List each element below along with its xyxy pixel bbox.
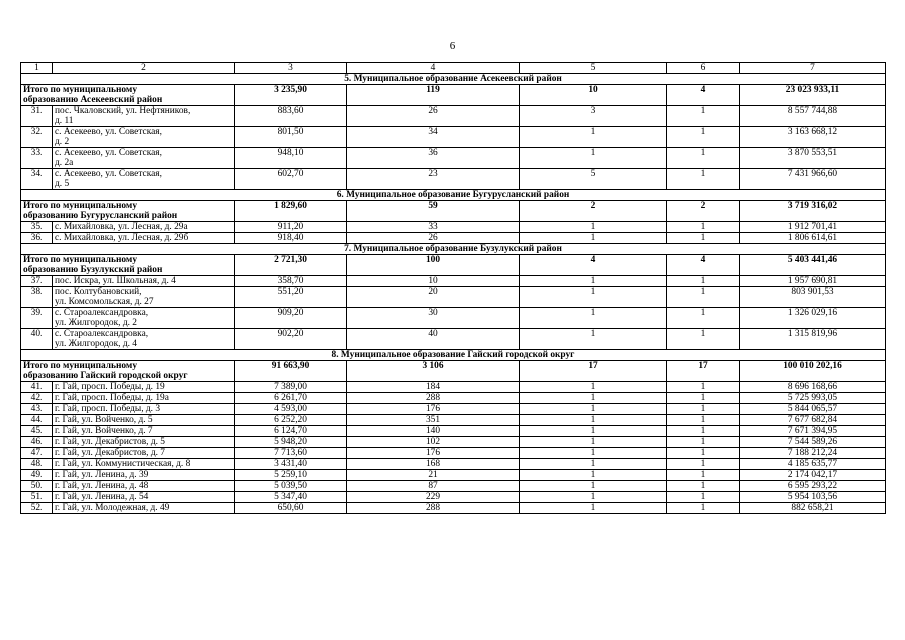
table-row: [21, 470, 886, 481]
row-number: 50.: [21, 481, 53, 492]
row-address-line: с. Михайловка, ул. Лесная, д. 29б: [55, 233, 189, 243]
total-people: 3 106: [347, 361, 520, 382]
total-label: [21, 201, 235, 222]
table-row: [21, 233, 886, 244]
row-col5: 1: [520, 308, 667, 329]
row-col5: 5: [520, 169, 667, 190]
row-area: 883,60: [235, 106, 347, 127]
row-address-line: пос. Искра, ул. Школьная, д. 4: [55, 276, 176, 286]
row-col5: 1: [520, 404, 667, 415]
row-address: [53, 329, 235, 350]
total-label-line: образованию Бузулукский район: [23, 265, 163, 275]
total-sum: 3 719 316,02: [740, 201, 886, 222]
row-address-line: г. Гай, ул. Коммунистическая, д. 8: [55, 459, 191, 469]
row-col6: 1: [667, 404, 740, 415]
table-row: [21, 148, 886, 169]
row-col6: 1: [667, 308, 740, 329]
row-col6: 1: [667, 127, 740, 148]
row-address: [53, 106, 235, 127]
total-sum: 100 010 202,16: [740, 361, 886, 382]
row-area: 4 593,00: [235, 404, 347, 415]
row-people: 10: [347, 276, 520, 287]
row-address-line: г. Гай, ул. Ленина, д. 48: [55, 481, 149, 491]
section-total-row: [21, 85, 886, 106]
table-row: [21, 127, 886, 148]
table-row: [21, 492, 886, 503]
table-row: [21, 415, 886, 426]
total-label: [21, 361, 235, 382]
row-address: [53, 492, 235, 503]
row-people: 351: [347, 415, 520, 426]
row-col6: 1: [667, 276, 740, 287]
row-col5: 1: [520, 127, 667, 148]
total-col5: 4: [520, 255, 667, 276]
section-title: 5. Муниципальное образование Асекеевский район: [21, 74, 886, 85]
row-address-line: г. Гай, ул. Войченко, д. 7: [55, 426, 153, 436]
row-col5: 1: [520, 481, 667, 492]
row-number: 42.: [21, 393, 53, 404]
total-label-line: образованию Бугурусланский район: [23, 211, 178, 221]
row-area: 948,10: [235, 148, 347, 169]
row-number: 34.: [21, 169, 53, 190]
section-title-row: [21, 190, 886, 201]
total-sum: 23 023 933,11: [740, 85, 886, 106]
row-col6: 1: [667, 222, 740, 233]
row-area: 911,20: [235, 222, 347, 233]
row-address: [53, 222, 235, 233]
row-number: 52.: [21, 503, 53, 514]
row-address: [53, 470, 235, 481]
row-col6: 1: [667, 426, 740, 437]
row-area: 7 389,00: [235, 382, 347, 393]
row-address-line: ул. Комсомольская, д. 27: [55, 297, 154, 307]
row-address-line: ул. Жилгородок, д. 4: [55, 339, 137, 349]
row-area: 909,20: [235, 308, 347, 329]
row-number: 40.: [21, 329, 53, 350]
row-sum: 6 595 293,22: [740, 481, 886, 492]
row-col6: 1: [667, 233, 740, 244]
row-area: 5 347,40: [235, 492, 347, 503]
total-label-line: Итого по муниципальному: [23, 201, 138, 211]
row-sum: 1 957 690,81: [740, 276, 886, 287]
row-number: 37.: [21, 276, 53, 287]
row-col5: 1: [520, 287, 667, 308]
row-address-line: д. 2: [55, 137, 70, 147]
row-sum: 4 185 635,77: [740, 459, 886, 470]
total-area: 2 721,30: [235, 255, 347, 276]
row-people: 21: [347, 470, 520, 481]
row-number: 39.: [21, 308, 53, 329]
total-label-line: образованию Асекеевский район: [23, 95, 163, 105]
row-address-line: г. Гай, ул. Молодежная, д. 49: [55, 503, 170, 513]
row-address: [53, 287, 235, 308]
row-number: 36.: [21, 233, 53, 244]
row-number: 44.: [21, 415, 53, 426]
row-area: 6 252,20: [235, 415, 347, 426]
row-address-line: с. Староалександровка,: [55, 308, 149, 318]
row-people: 34: [347, 127, 520, 148]
total-area: 3 235,90: [235, 85, 347, 106]
row-people: 87: [347, 481, 520, 492]
row-area: 650,60: [235, 503, 347, 514]
row-area: 6 124,70: [235, 426, 347, 437]
row-col5: 1: [520, 459, 667, 470]
column-header-6: 6: [667, 63, 740, 74]
total-sum: 5 403 441,46: [740, 255, 886, 276]
row-address-line: г. Гай, ул. Ленина, д. 54: [55, 492, 149, 502]
section-title-row: [21, 74, 886, 85]
row-col6: 1: [667, 415, 740, 426]
row-people: 140: [347, 426, 520, 437]
row-sum: 7 677 682,84: [740, 415, 886, 426]
row-area: 358,70: [235, 276, 347, 287]
row-address-line: д. 2а: [55, 158, 74, 168]
row-people: 176: [347, 404, 520, 415]
row-address: [53, 448, 235, 459]
row-col5: 1: [520, 329, 667, 350]
buildings-table: [20, 62, 886, 514]
table-row: [21, 169, 886, 190]
row-address: [53, 169, 235, 190]
row-address: [53, 127, 235, 148]
table-row: [21, 426, 886, 437]
total-col5: 10: [520, 85, 667, 106]
row-col5: 1: [520, 492, 667, 503]
row-col6: 1: [667, 382, 740, 393]
row-col5: 1: [520, 415, 667, 426]
row-address-line: ул. Жилгородок, д. 2: [55, 318, 137, 328]
column-header-2: 2: [53, 63, 235, 74]
row-address-line: г. Гай, ул. Декабристов, д. 7: [55, 448, 165, 458]
row-address: [53, 233, 235, 244]
table-row: [21, 382, 886, 393]
table-row: [21, 448, 886, 459]
total-people: 119: [347, 85, 520, 106]
row-address-line: пос. Чкаловский, ул. Нефтяников,: [55, 106, 191, 116]
row-address: [53, 426, 235, 437]
row-number: 46.: [21, 437, 53, 448]
row-col5: 1: [520, 148, 667, 169]
row-sum: 7 671 394,95: [740, 426, 886, 437]
row-people: 229: [347, 492, 520, 503]
table-row: [21, 308, 886, 329]
row-sum: 1 806 614,61: [740, 233, 886, 244]
row-area: 7 713,60: [235, 448, 347, 459]
row-col5: 1: [520, 426, 667, 437]
row-col6: 1: [667, 106, 740, 127]
section-title: 7. Муниципальное образование Бузулукский район: [21, 244, 886, 255]
row-people: 26: [347, 106, 520, 127]
row-sum: 5 725 993,05: [740, 393, 886, 404]
row-col5: 1: [520, 470, 667, 481]
row-address: [53, 148, 235, 169]
column-header-3: 3: [235, 63, 347, 74]
row-col5: 1: [520, 393, 667, 404]
row-col6: 1: [667, 470, 740, 481]
row-col5: 1: [520, 382, 667, 393]
row-number: 51.: [21, 492, 53, 503]
row-people: 288: [347, 393, 520, 404]
row-address-line: пос. Колтубановский,: [55, 287, 142, 297]
row-address-line: г. Гай, просп. Победы, д. 19а: [55, 393, 169, 403]
total-label-line: Итого по муниципальному: [23, 85, 138, 95]
row-col6: 1: [667, 492, 740, 503]
row-sum: 1 912 701,41: [740, 222, 886, 233]
row-number: 41.: [21, 382, 53, 393]
row-area: 5 259,10: [235, 470, 347, 481]
section-title-row: [21, 244, 886, 255]
row-address-line: г. Гай, просп. Победы, д. 19: [55, 382, 165, 392]
table-row: [21, 503, 886, 514]
row-area: 6 261,70: [235, 393, 347, 404]
row-col6: 1: [667, 481, 740, 492]
table-row: [21, 287, 886, 308]
table-row: [21, 437, 886, 448]
row-sum: 2 174 042,17: [740, 470, 886, 481]
total-col6: 4: [667, 255, 740, 276]
total-col6: 17: [667, 361, 740, 382]
row-area: 801,50: [235, 127, 347, 148]
total-label: [21, 85, 235, 106]
row-people: 40: [347, 329, 520, 350]
row-address-line: с. Староалександровка,: [55, 329, 149, 339]
total-area: 1 829,60: [235, 201, 347, 222]
row-people: 33: [347, 222, 520, 233]
row-area: 551,20: [235, 287, 347, 308]
row-address-line: с. Асекеево, ул. Советская,: [55, 127, 162, 137]
row-col6: 1: [667, 503, 740, 514]
section-title-row: [21, 350, 886, 361]
table-body: [21, 63, 886, 514]
row-col5: 3: [520, 106, 667, 127]
column-header-7: 7: [740, 63, 886, 74]
row-people: 30: [347, 308, 520, 329]
row-col5: 1: [520, 233, 667, 244]
row-address-line: д. 5: [55, 179, 70, 189]
row-address: [53, 481, 235, 492]
row-number: 47.: [21, 448, 53, 459]
row-number: 45.: [21, 426, 53, 437]
table-row: [21, 481, 886, 492]
row-people: 36: [347, 148, 520, 169]
row-address: [53, 276, 235, 287]
row-address: [53, 393, 235, 404]
total-people: 100: [347, 255, 520, 276]
row-col6: 1: [667, 287, 740, 308]
row-address-line: г. Гай, ул. Декабристов, д. 5: [55, 437, 165, 447]
row-people: 288: [347, 503, 520, 514]
row-col6: 1: [667, 169, 740, 190]
row-address: [53, 404, 235, 415]
row-address: [53, 382, 235, 393]
row-sum: 7 431 966,60: [740, 169, 886, 190]
row-col5: 1: [520, 503, 667, 514]
row-people: 23: [347, 169, 520, 190]
row-area: 3 431,40: [235, 459, 347, 470]
row-people: 184: [347, 382, 520, 393]
row-address-line: г. Гай, ул. Ленина, д. 39: [55, 470, 149, 480]
row-address-line: с. Михайловка, ул. Лесная, д. 29а: [55, 222, 188, 232]
row-sum: 7 188 212,24: [740, 448, 886, 459]
row-people: 26: [347, 233, 520, 244]
row-col5: 1: [520, 448, 667, 459]
row-col6: 1: [667, 329, 740, 350]
row-col6: 1: [667, 437, 740, 448]
row-col5: 1: [520, 276, 667, 287]
section-title: 8. Муниципальное образование Гайский городской округ: [21, 350, 886, 361]
row-sum: 1 315 819,96: [740, 329, 886, 350]
row-sum: 7 544 589,26: [740, 437, 886, 448]
row-area: 602,70: [235, 169, 347, 190]
total-people: 59: [347, 201, 520, 222]
total-label-line: Итого по муниципальному: [23, 255, 138, 265]
row-number: 38.: [21, 287, 53, 308]
row-people: 168: [347, 459, 520, 470]
row-sum: 5 954 103,56: [740, 492, 886, 503]
row-col6: 1: [667, 393, 740, 404]
row-col6: 1: [667, 459, 740, 470]
row-address-line: д. 11: [55, 116, 74, 126]
column-header-5: 5: [520, 63, 667, 74]
row-address: [53, 459, 235, 470]
row-col6: 1: [667, 448, 740, 459]
row-number: 31.: [21, 106, 53, 127]
total-label-line: образованию Гайский городской округ: [23, 371, 188, 381]
row-col5: 1: [520, 222, 667, 233]
row-people: 20: [347, 287, 520, 308]
row-people: 176: [347, 448, 520, 459]
table-row: [21, 459, 886, 470]
table-row: [21, 393, 886, 404]
row-people: 102: [347, 437, 520, 448]
row-sum: 8 696 168,66: [740, 382, 886, 393]
total-col5: 2: [520, 201, 667, 222]
table-row: [21, 106, 886, 127]
column-header-row: [21, 63, 886, 74]
total-label: [21, 255, 235, 276]
table-row: [21, 276, 886, 287]
row-address-line: г. Гай, просп. Победы, д. 3: [55, 404, 161, 414]
row-sum: 3 163 668,12: [740, 127, 886, 148]
section-title: 6. Муниципальное образование Бугурусланский район: [21, 190, 886, 201]
section-total-row: [21, 361, 886, 382]
row-sum: 3 870 553,51: [740, 148, 886, 169]
row-sum: 8 557 744,88: [740, 106, 886, 127]
row-address-line: с. Асекеево, ул. Советская,: [55, 148, 162, 158]
total-area: 91 663,90: [235, 361, 347, 382]
row-area: 918,40: [235, 233, 347, 244]
row-address-line: с. Асекеево, ул. Советская,: [55, 169, 162, 179]
total-col5: 17: [520, 361, 667, 382]
row-address: [53, 503, 235, 514]
row-number: 43.: [21, 404, 53, 415]
row-col5: 1: [520, 437, 667, 448]
row-area: 5 948,20: [235, 437, 347, 448]
table-row: [21, 222, 886, 233]
row-sum: 882 658,21: [740, 503, 886, 514]
row-sum: 5 844 065,57: [740, 404, 886, 415]
row-area: 902,20: [235, 329, 347, 350]
row-number: 33.: [21, 148, 53, 169]
column-header-4: 4: [347, 63, 520, 74]
row-address: [53, 415, 235, 426]
row-sum: 803 901,53: [740, 287, 886, 308]
section-total-row: [21, 255, 886, 276]
row-number: 48.: [21, 459, 53, 470]
row-number: 49.: [21, 470, 53, 481]
row-address: [53, 437, 235, 448]
row-address-line: г. Гай, ул. Войченко, д. 5: [55, 415, 153, 425]
row-number: 35.: [21, 222, 53, 233]
table-row: [21, 329, 886, 350]
row-number: 32.: [21, 127, 53, 148]
total-col6: 2: [667, 201, 740, 222]
table-row: [21, 404, 886, 415]
row-sum: 1 326 029,16: [740, 308, 886, 329]
row-address: [53, 308, 235, 329]
row-area: 5 039,50: [235, 481, 347, 492]
total-label-line: Итого по муниципальному: [23, 361, 138, 371]
row-col6: 1: [667, 148, 740, 169]
column-header-1: 1: [21, 63, 53, 74]
page-number: 6: [449, 40, 456, 52]
total-col6: 4: [667, 85, 740, 106]
section-total-row: [21, 201, 886, 222]
